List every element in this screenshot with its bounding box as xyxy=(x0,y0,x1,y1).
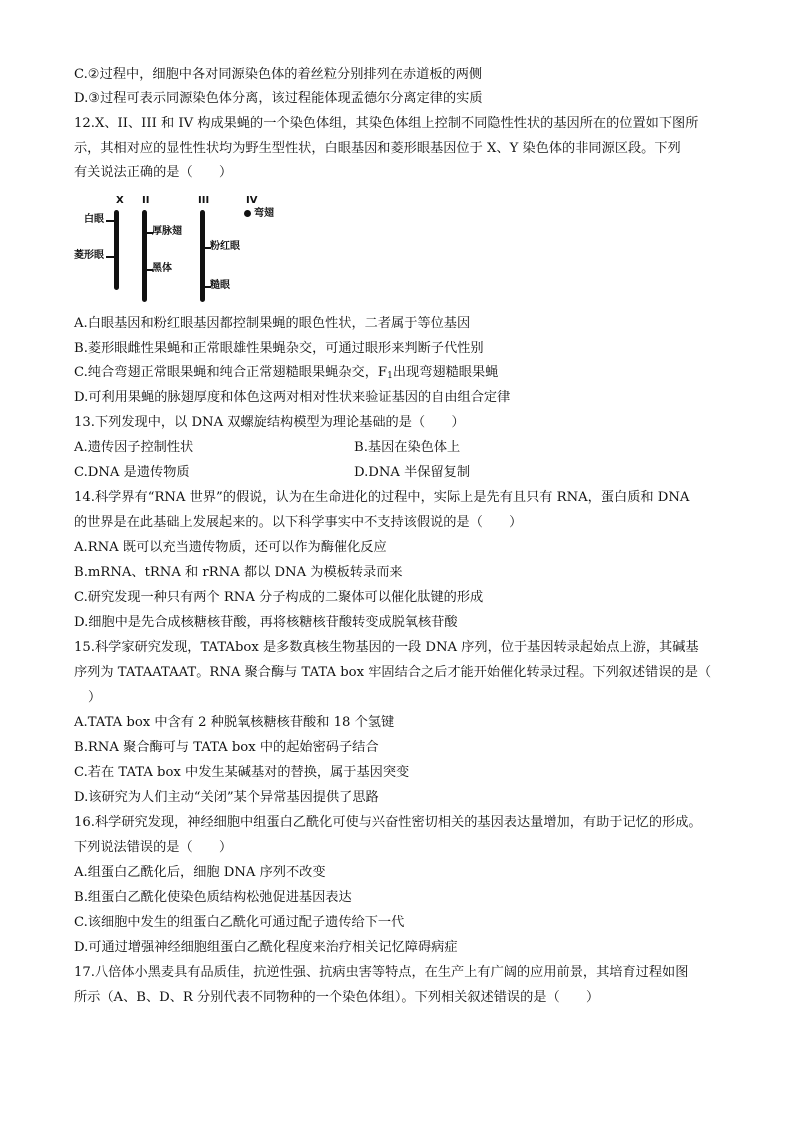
chromosome-iv xyxy=(244,210,251,217)
q12-option-d: D.可利用果蝇的脉翅厚度和体色这两对相对性状来验证基因的自由组合定律 xyxy=(74,390,511,405)
q12-option-a: A.白眼基因和粉红眼基因都控制果蝇的眼色性状，二者属于等位基因 xyxy=(74,316,471,331)
q14-option-d: D.细胞中是先合成核糖核苷酸，再将核糖核苷酸转变成脱氧核苷酸 xyxy=(74,615,458,630)
q17-stem-line-1: 17.八倍体小黑麦具有品质佳，抗逆性强、抗病虫害等特点，在生产上有广阔的应用前景，其培育过程如图 xyxy=(74,965,689,980)
q12-stem-line-3: 有关说法正确的是（ ） xyxy=(74,165,233,180)
gene-label-bent-wing: 弯翅 xyxy=(254,208,274,219)
gene-label-lozenge-eye: 菱形眼 xyxy=(74,250,104,261)
chromosome-x xyxy=(114,210,119,290)
q14-option-b: B.mRNA、tRNA 和 rRNA 都以 DNA 为模板转录而来 xyxy=(74,565,403,580)
gene-label-rough-eye: 糙眼 xyxy=(210,280,230,291)
q12-option-c-subscript: 1 xyxy=(387,371,393,381)
q12-stem-line-2: 示，其相对应的显性性状均为野生型性状，白眼基因和菱形眼基因位于 X、Y 染色体的非同源区段。下列 xyxy=(74,141,681,156)
gene-label-black-body: 黑体 xyxy=(152,263,172,274)
q12-option-c-tail: 出现弯翅糙眼果蝇 xyxy=(392,365,499,380)
q11-option-c: C.②过程中，细胞中各对同源染色体的着丝粒分别排列在赤道板的两侧 xyxy=(74,67,483,82)
chromosome-label-iv: IV xyxy=(246,195,258,206)
q16-option-c: C.该细胞中发生的组蛋白乙酰化可通过配子遗传给下一代 xyxy=(74,915,405,930)
gene-label-thick-vein: 厚脉翅 xyxy=(152,226,182,237)
chromosome-ii xyxy=(142,210,147,302)
q16-option-a: A.组蛋白乙酰化后，细胞 DNA 序列不改变 xyxy=(74,865,326,880)
q11-option-d: D.③过程可表示同源染色体分离，该过程能体现孟德尔分离定律的实质 xyxy=(74,91,483,106)
q15-option-a: A.TATA box 中含有 2 种脱氧核糖核苷酸和 18 个氢键 xyxy=(74,715,395,730)
chromosome-iii xyxy=(200,210,205,302)
q14-stem-line-1: 14.科学界有“RNA 世界”的假说，认为在生命进化的过程中，实际上是先有且只有 RNA，蛋白质和 DNA xyxy=(74,490,690,505)
q12-stem-line-1: 12.X、II、III 和 IV 构成果蝇的一个染色体组，其染色体组上控制不同隐性性状的基因所在的位置如下图所 xyxy=(74,116,699,131)
q16-option-d: D.可通过增强神经细胞组蛋白乙酰化程度来治疗相关记忆障碍病症 xyxy=(74,940,458,955)
gene-marker-white-eye xyxy=(106,220,114,222)
q17-stem-line-2: 所示（A、B、D、R 分别代表不同物种的一个染色体组）。下列相关叙述错误的是（ ） xyxy=(74,990,600,1005)
q13-option-d: D.DNA 半保留复制 xyxy=(354,465,471,480)
q12-option-c-text: C.纯合弯翅正常眼果蝇和纯合正常翅糙眼果蝇杂交，F xyxy=(74,365,388,380)
q14-option-c: C.研究发现一种只有两个 RNA 分子构成的二聚体可以催化肽键的形成 xyxy=(74,590,484,605)
q15-option-d: D.该研究为人们主动“关闭”某个异常基因提供了思路 xyxy=(74,790,379,805)
q13-option-a: A.遗传因子控制性状 xyxy=(74,440,194,455)
q15-stem-line-2: 序列为 TATAATAAT。RNA 聚合酶与 TATA box 牢固结合之后才能开始催化转录过程。下列叙述错误的是（ xyxy=(74,665,712,680)
chromosome-label-ii: II xyxy=(142,195,150,206)
q13-stem: 13.下列发现中，以 DNA 双螺旋结构模型为理论基础的是（ ） xyxy=(74,415,465,430)
q13-option-c: C.DNA 是遗传物质 xyxy=(74,465,190,480)
q15-stem-line-3: ） xyxy=(88,690,102,705)
q16-stem-line-2: 下列说法错误的是（ ） xyxy=(74,840,233,855)
q15-option-c: C.若在 TATA box 中发生某碱基对的替换，属于基因突变 xyxy=(74,765,410,780)
gene-label-pink-eye: 粉红眼 xyxy=(210,241,240,252)
q12-option-b: B.菱形眼雌性果蝇和正常眼雄性果蝇杂交，可通过眼形来判断子代性别 xyxy=(74,341,484,356)
q15-stem-line-1: 15.科学家研究发现，TATAbox 是多数真核生物基因的一段 DNA 序列，位于基因转录起始点上游，其碱基 xyxy=(74,640,699,655)
q14-stem-line-2: 的世界是在此基础上发展起来的。以下科学事实中不支持该假说的是（ ） xyxy=(74,515,523,530)
q15-option-b: B.RNA 聚合酶可与 TATA box 中的起始密码子结合 xyxy=(74,740,379,755)
chromosome-label-x: X xyxy=(116,195,124,206)
chromosome-figure xyxy=(74,192,274,304)
q16-option-b: B.组蛋白乙酰化使染色质结构松弛促进基因表达 xyxy=(74,890,352,905)
gene-marker-lozenge-eye xyxy=(106,256,114,258)
q16-stem-line-1: 16.科学研究发现，神经细胞中组蛋白乙酰化可使与兴奋性密切相关的基因表达量增加，有助于记忆的形成。 xyxy=(74,815,702,830)
chromosome-label-iii: III xyxy=(198,195,210,206)
q13-option-b: B.基因在染色体上 xyxy=(354,440,461,455)
q14-option-a: A.RNA 既可以充当遗传物质，还可以作为酶催化反应 xyxy=(74,540,387,555)
q12-option-c xyxy=(74,364,498,385)
gene-label-white-eye: 白眼 xyxy=(84,214,104,225)
